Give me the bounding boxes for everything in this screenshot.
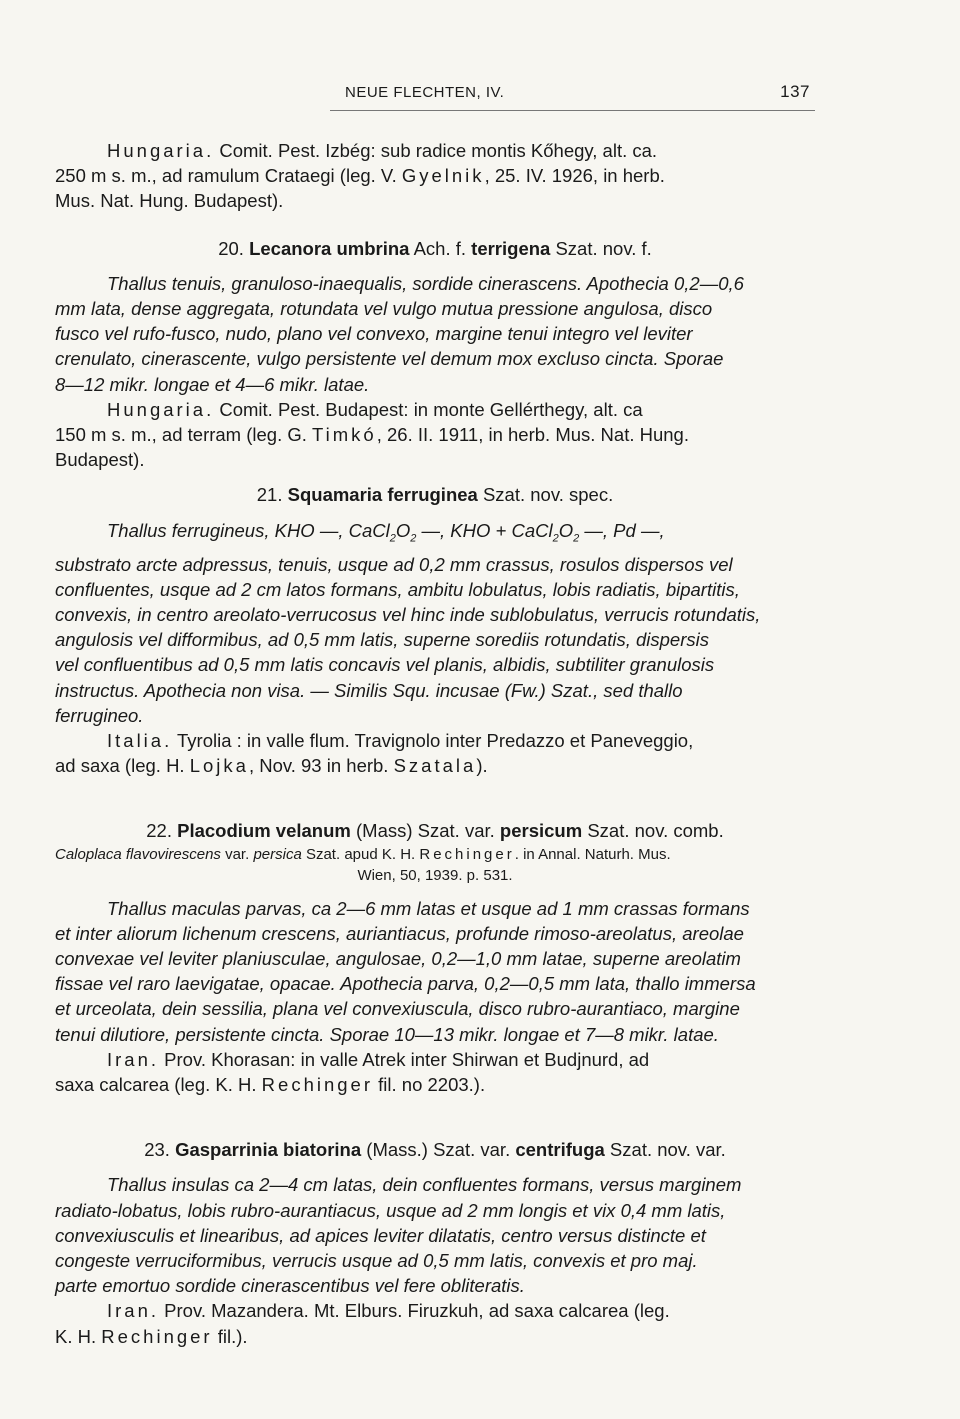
running-title: NEUE FLECHTEN, IV. bbox=[345, 84, 505, 101]
species-heading: 23. Gasparrinia biatorina (Mass.) Szat. var. centrifuga Szat. nov. var. bbox=[144, 1139, 726, 1161]
header-rule bbox=[330, 110, 815, 111]
page-number: 137 bbox=[780, 82, 810, 101]
species-heading: 22. Placodium velanum (Mass) Szat. var. persicum Szat. nov. comb. bbox=[146, 820, 724, 842]
species-entry-20: 20. Lecanora umbrina Ach. f. terrigena Szat. nov. f. Thallus tenuis, granuloso-inaequalis, sordide cinerascens. Apothecia 0,2—0,6 mm lata, dense aggregata, rotundata vel vulgo mutua pressione angulosa, disco fusco vel rufo-fusco, nudo, plano vel convexo, margine tenui integro vel leviter crenulato, cinerascente, vulgo persistente vel demum mox excluso cincta. Sporae 8—12 mikr. longae et 4—6 mikr. latae. Hungaria. Comit. Pest. Budapest: in monte Gellérthegy, alt. ca 150 m s. m., ad terram (leg. G. Timkó, 26. II. 1911, in herb. Mus. Nat. Hung. Budapest). bbox=[55, 236, 815, 473]
article-body bbox=[55, 138, 815, 1349]
species-heading: 20. Lecanora umbrina Ach. f. terrigena Szat. nov. f. bbox=[218, 237, 652, 259]
species-entry-22: 22. Placodium velanum (Mass) Szat. var. persicum Szat. nov. comb. Caloplaca flavovirescens var. persica Szat. apud K. H. Rechinger. in Annal. Naturh. Mus. Wien, 50, 1939. p. 531. Thallus maculas parvas, ca 2—6 mm latas et usque ad 1 mm crassas formans et inter aliorum lichenum crescens, auriantiacus, profunde rimoso-areolatus, areolae convexae vel leviter planiusculae, angulosae, 0,2—1,0 mm latae, superne areolatim fissae vel raro laevigatae, opacae. Apothecia parva, 0,2—0,5 mm lata, thallo immersa et urceolata, dein sessilia, plana vel convexiuscula, disco rubro-aurantiaco, margine tenui dilutiore, persistente cincta. Sporae 10—13 mikr. longae et 7—8 mikr. latae. Iran. Prov. Khorasan: in valle Atrek inter Shirwan et Budjnurd, ad saxa calcarea (leg. K. H. Rechinger fil. no 2203.). bbox=[55, 818, 815, 1097]
synonym-line: Caloplaca flavovirescens var. persica Szat. apud K. H. Rechinger. in Annal. Naturh. Mus. bbox=[55, 845, 671, 863]
species-heading: 21. Squamaria ferruginea Szat. nov. spec. bbox=[256, 484, 614, 506]
species-entry-23: 23. Gasparrinia biatorina (Mass.) Szat. var. centrifuga Szat. nov. var. Thallus insulas ca 2—4 cm latas, dein confluentes formans, versus marginem radiato-lobatus, lobis rubro-aurantiacus, usque ad 2 mm longis et vix 0,4 mm latis, convexiusculis et linearibus, ad apices leviter dilatatis, centro versus distincte et congeste verruciformibus, verrucis usque ad 0,5 mm latis, convexis et pro maj. parte emortuo sordide cinerascentibus vel fere obliteratis. Iran. Prov. Mazandera. Mt. Elburs. Firuzkuh, ad saxa calcarea (leg. K. H. Rechinger fil.). bbox=[55, 1137, 815, 1349]
species-entry-21: 21. Squamaria ferruginea Szat. nov. spec. Thallus ferrugineus, KHO —, $CaCl_2O_2$ —, KHO + $CaCl_2O_2$ —, Pd —, substrato arcte adpressus, tenuis, usque ad 0,2 mm crassus, rosulos dispersos vel confluentes, usque ad 2 cm latos formans, ambitu lobulatus, lobis radiatis, bipartitis, convexis, in centro areolato-verrucosus vel hinc inde sublobulatus, verrucis rotundatis, angulosis vel difformibus, ad 0,5 mm latis, superne sorediis rotundatis, dispersis vel confluentibus ad 0,5 mm latis concavis vel planis, albidis, subtiliter granulosis instructus. Apothecia non visa. — Similis Squ. incusae (Fw.) Szat., sed thallo ferrugineo. Italia. Tyrolia : in valle flum. Travignolo inter Predazzo et Paneveggio, ad saxa (leg. H. Lojka, Nov. 93 in herb. Szatala). bbox=[55, 482, 815, 778]
locality-paragraph-19: Hungaria. Comit. Pest. Izbég: sub radice montis Kőhegy, alt. ca. 250 m s. m., ad ramulum Crataegi (leg. V. Gyelnik, 25. IV. 1926, in herb. Mus. Nat. Hung. Budapest). bbox=[55, 140, 665, 212]
